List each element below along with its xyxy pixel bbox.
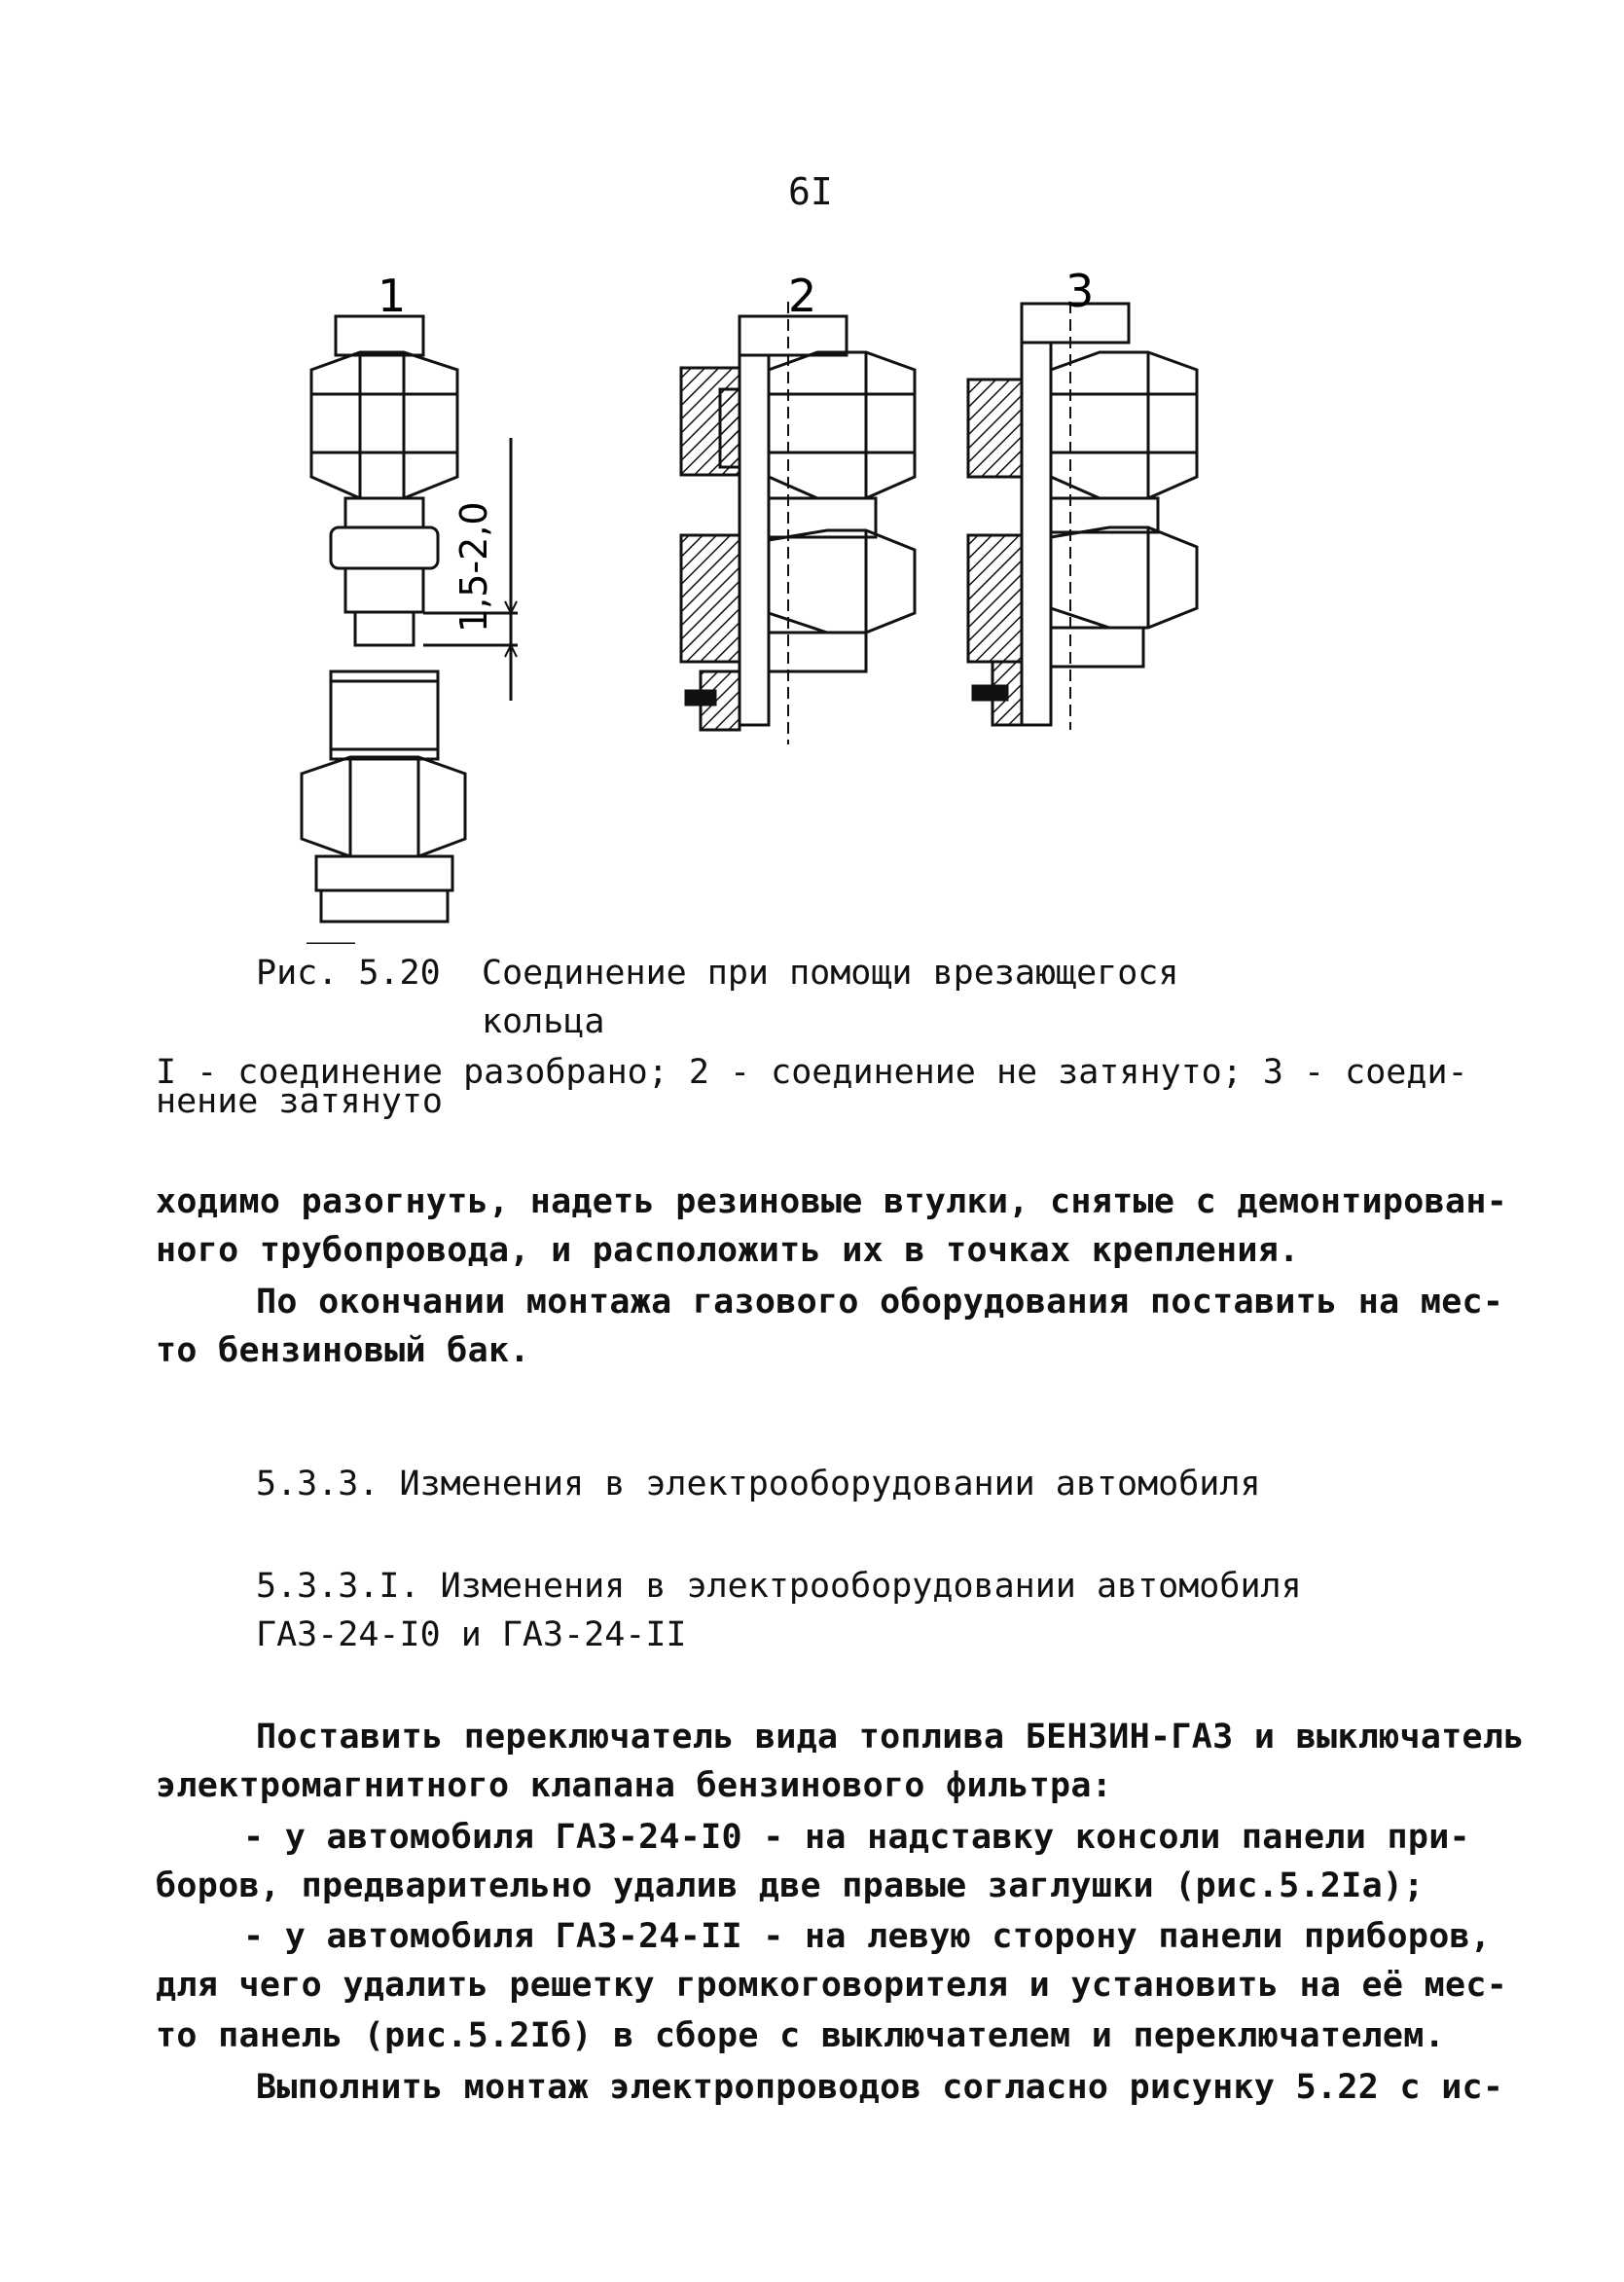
figure-title-line2: кольца: [482, 1002, 605, 1041]
figure-legend-line2: нение затянуто: [156, 1082, 444, 1121]
fitting-diagram: [292, 243, 1314, 944]
section-heading-5331-cont: ГАЗ-24-I0 и ГАЗ-24-II: [256, 1615, 687, 1654]
body-line: - у автомобиля ГАЗ-24-II - на левую сторону панели приборов,: [243, 1917, 1492, 1956]
body-line: электромагнитного клапана бензинового фильтра:: [156, 1766, 1113, 1805]
dimension-label: 1,5-2,0: [452, 501, 495, 633]
body-line: Поставить переключатель вида топлива БЕНЗИН-ГАЗ и выключатель: [256, 1718, 1525, 1757]
body-line: для чего удалить решетку громкоговорителя и установить на её мес-: [156, 1966, 1508, 2005]
paragraph-line: ного трубопровода, и расположить их в точках крепления.: [156, 1231, 1300, 1270]
page-number: 6I: [788, 170, 833, 213]
fitting-2-drawing: [681, 302, 915, 744]
figure-legend-line1: I - соединение разобрано; 2 - соединение не затянуто; 3 - соеди-: [156, 1053, 1468, 1092]
fitting-label-3: 3: [1065, 265, 1095, 317]
body-line: - у автомобиля ГАЗ-24-I0 - на надставку консоли панели при-: [243, 1818, 1470, 1857]
paragraph-line: ходимо разогнуть, надеть резиновые втулки, снятые с демонтирован-: [156, 1182, 1508, 1221]
body-line: то панель (рис.5.2Iб) в сборе с выключателем и переключателем.: [156, 2016, 1446, 2055]
fitting-3-drawing: [968, 302, 1197, 730]
fitting-label-1: 1: [378, 270, 407, 322]
figure-number: Рис. 5.20: [256, 954, 441, 993]
paragraph-line: По окончании монтажа газового оборудования поставить на мес-: [256, 1283, 1504, 1322]
body-line: боров, предварительно удалив две правые заглушки (рис.5.2Iа);: [156, 1866, 1425, 1905]
paragraph-line: то бензиновый бак.: [156, 1331, 530, 1370]
body-line: Выполнить монтаж электропроводов согласно рисунку 5.22 с ис-: [256, 2068, 1504, 2107]
section-heading-5331: 5.3.3.I. Изменения в электрооборудовании автомобиля: [256, 1567, 1302, 1606]
figure-title-line1: Соединение при помощи врезающегося: [482, 954, 1179, 993]
section-heading-533: 5.3.3. Изменения в электрооборудовании автомобиля: [256, 1465, 1261, 1503]
fitting-label-2: 2: [788, 270, 817, 322]
